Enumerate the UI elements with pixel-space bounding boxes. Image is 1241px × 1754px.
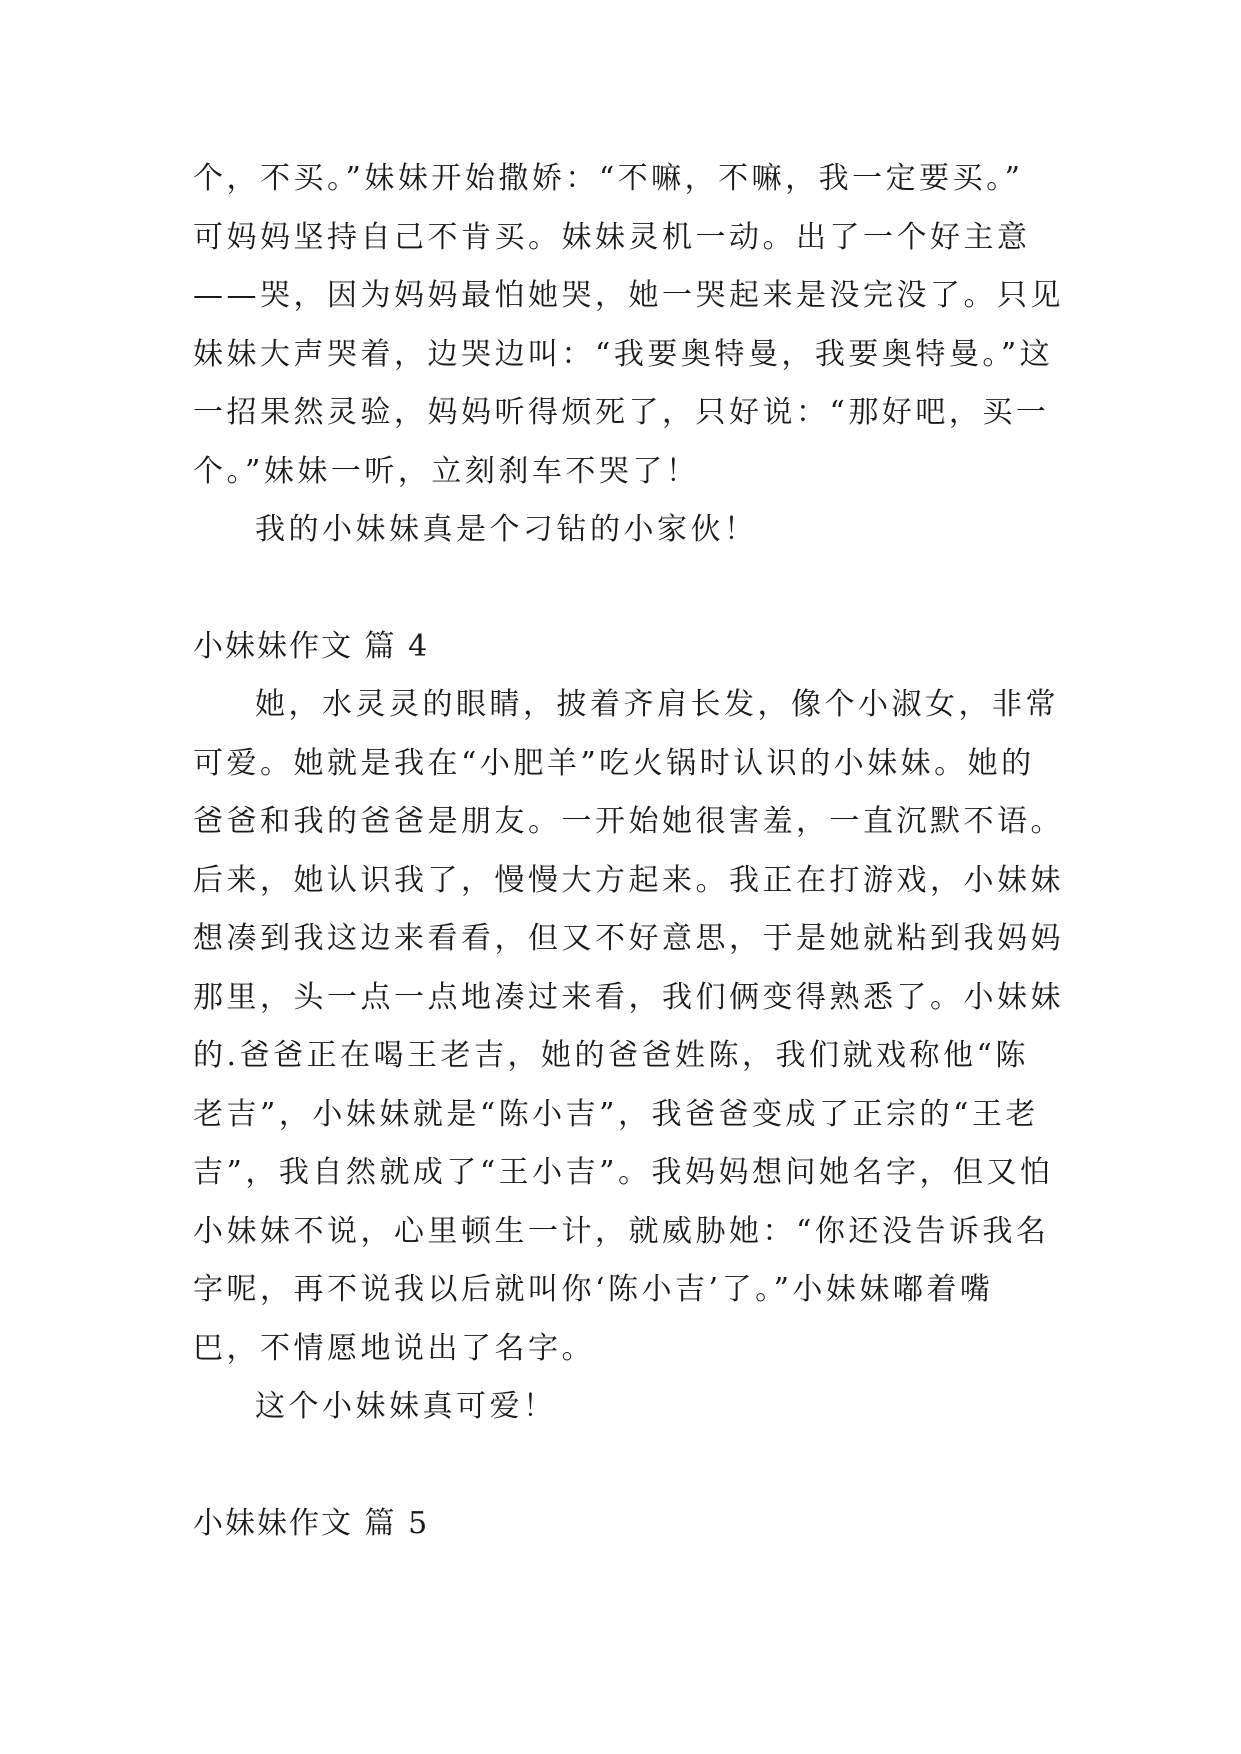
- paragraph-line: 后来，她认识我了，慢慢大方起来。我正在打游戏，小妹妹: [193, 862, 1064, 898]
- paragraph-line: 想凑到我这边来看看，但又不好意思，于是她就粘到我妈妈: [193, 921, 1064, 956]
- paragraph-line: 巴，不情愿地说出了名字。: [193, 1330, 595, 1366]
- paragraph-line: 个，不买。”妹妹开始撒娇：“不嘛，不嘛，我一定要买。”: [193, 161, 1024, 196]
- section-heading: 小妹妹作文 篇 5: [193, 1505, 430, 1541]
- paragraph-line: ——哭，因为妈妈最怕她哭，她一哭起来是没完没了。只见: [193, 278, 1064, 313]
- paragraph-line: 可爱。她就是我在“小肥羊”吃火锅时认识的小妹妹。她的: [193, 745, 1035, 781]
- closing-sentence: 我的小妹妹真是个刁钻的小家伙！: [255, 512, 758, 547]
- closing-sentence: 这个小妹妹真可爱！: [255, 1389, 557, 1424]
- section4: [193, 618, 1064, 1437]
- paragraph-line: 老吉”，小妹妹就是“陈小吉”，我爸爸变成了正宗的“王老: [193, 1096, 1039, 1132]
- section3-tail: [193, 150, 1064, 560]
- paragraph-line: 一招果然灵验，妈妈听得烦死了，只好说：“那好吧，买一: [193, 395, 1050, 430]
- paragraph-line: 可妈妈坚持自己不肯买。妹妹灵机一动。出了一个好主意: [193, 219, 1031, 255]
- spacer: [193, 560, 1053, 618]
- paragraph-line: 那里，头一点一点地凑过来看，我们俩变得熟悉了。小妹妹: [193, 979, 1064, 1015]
- paragraph-line: 个。”妹妹一听，立刻刹车不哭了！: [193, 453, 700, 489]
- paragraph-line: 她，水灵灵的眼睛，披着齐肩长发，像个小淑女，非常: [255, 687, 1059, 722]
- section5: [193, 1495, 1053, 1554]
- paragraph-line: 妹妹大声哭着，边哭边叫：“我要奥特曼，我要奥特曼。”这: [193, 336, 1054, 372]
- spacer: [193, 1437, 1053, 1495]
- paragraph-line: 字呢，再不说我以后就叫你‘陈小吉’了。”小妹妹嘟着嘴: [193, 1272, 994, 1307]
- paragraph-line: 小妹妹不说，心里顿生一计，就威胁她：“你还没告诉我名: [193, 1213, 1050, 1249]
- paragraph-line: 爸爸和我的爸爸是朋友。一开始她很害羞，一直沉默不语。: [193, 804, 1064, 839]
- document-page: [193, 150, 1064, 1553]
- paragraph-line: 的.爸爸正在喝王老吉，她的爸爸姓陈，我们就戏称他“陈: [193, 1038, 1029, 1073]
- paragraph-line: 吉”，我自然就成了“王小吉”。我妈妈想问她名字，但又怕: [193, 1155, 1054, 1190]
- section-heading: 小妹妹作文 篇 4: [193, 628, 430, 664]
